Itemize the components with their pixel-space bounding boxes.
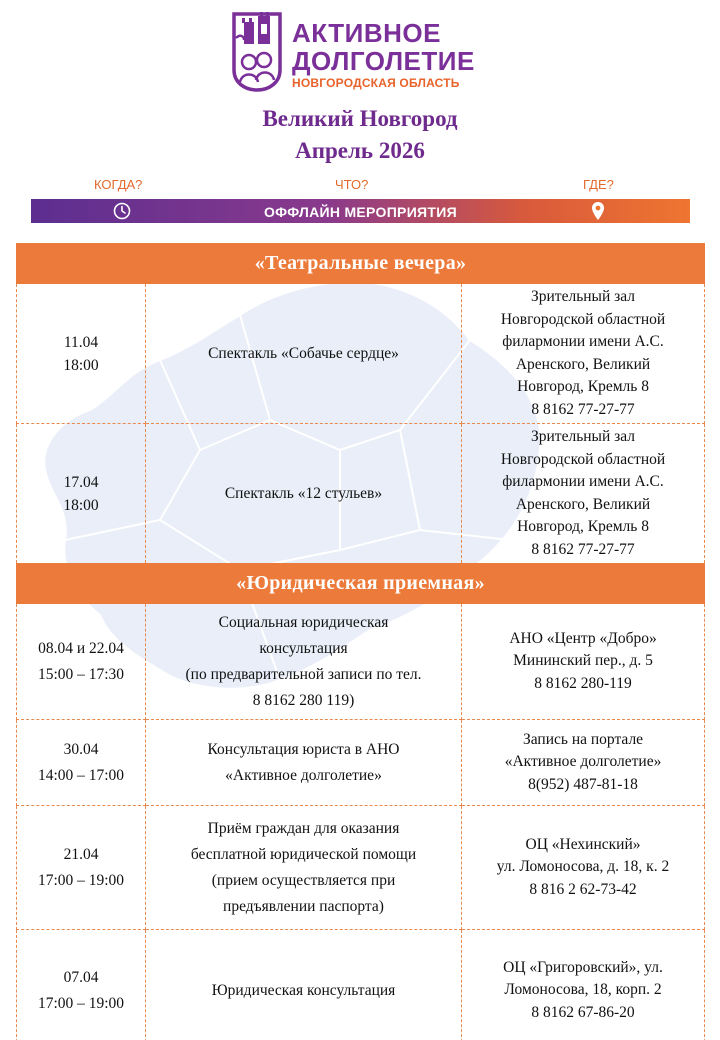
event-cell xyxy=(146,424,462,564)
event-title: бесплатной юридической помощи xyxy=(190,845,417,863)
place-cell xyxy=(462,720,705,806)
event-cell xyxy=(146,930,462,1040)
table-row xyxy=(17,284,705,424)
date-cell xyxy=(17,806,146,930)
event-note: предъявлении паспорта) xyxy=(223,897,384,915)
place-line: Запись на портале xyxy=(522,730,644,748)
event-title: Юридическая консультация xyxy=(211,982,396,999)
date-cell xyxy=(17,604,146,720)
event-title: Спектакль «Собачье сердце» xyxy=(208,345,399,362)
table-row xyxy=(17,720,705,806)
band-title: ОФФЛАЙН МЕРОПРИЯТИЯ xyxy=(263,204,457,220)
city-title: Великий Новгород xyxy=(262,106,458,131)
date-cell xyxy=(17,284,146,424)
table-row xyxy=(17,604,705,720)
date-cell xyxy=(17,720,146,806)
event-title: «Активное долголетие» xyxy=(225,766,382,784)
place-line: филармонии имени А.С. xyxy=(502,333,664,350)
place-line: Ломоносова, 18, корп. 2 xyxy=(504,981,662,999)
table-row xyxy=(17,806,705,930)
place-phone: 8 8162 77-27-77 xyxy=(531,400,635,418)
place-line: Новгород, Кремль 8 xyxy=(517,518,649,535)
event-date: 17.04 xyxy=(63,473,99,491)
event-title: Консультация юриста в АНО xyxy=(207,740,400,758)
event-date: 21.04 xyxy=(63,845,99,863)
place-line: ул. Ломоносова, д. 18, к. 2 xyxy=(496,858,670,876)
location-pin-icon xyxy=(591,201,605,221)
event-note: (по предварительной записи по тел. xyxy=(185,665,422,683)
where-label: ГДЕ? xyxy=(583,177,614,192)
event-cell xyxy=(146,284,462,424)
place-line: АНО «Центр «Добро» xyxy=(509,629,657,647)
section-header-row xyxy=(17,244,705,284)
section-header-row xyxy=(17,564,705,604)
place-line: Аренского, Великий xyxy=(515,355,651,373)
event-time: 17:00 – 19:00 xyxy=(37,994,125,1012)
offline-events-band xyxy=(31,199,690,223)
event-title: Спектакль «12 стульев» xyxy=(224,485,383,502)
event-date: 30.04 xyxy=(63,740,99,758)
place-line: ОЦ «Нехинский» xyxy=(525,835,641,853)
place-line: Новгород, Кремль 8 xyxy=(517,378,649,395)
when-label: КОГДА? xyxy=(94,177,143,192)
event-time: 15:00 – 17:30 xyxy=(37,665,125,683)
place-cell xyxy=(462,806,705,930)
place-phone: 8 8162 67-86-20 xyxy=(531,1003,635,1021)
place-phone: 8 816 2 62-73-42 xyxy=(529,880,637,898)
section-title-legal: «Юридическая приемная» xyxy=(17,564,705,604)
place-phone: 8 8162 77-27-77 xyxy=(531,540,635,558)
event-date: 08.04 и 22.04 xyxy=(38,639,124,657)
place-cell xyxy=(462,604,705,720)
what-label: ЧТО? xyxy=(335,177,369,192)
place-line: «Активное долголетие» xyxy=(504,753,662,771)
event-cell xyxy=(146,720,462,806)
event-time: 17:00 – 19:00 xyxy=(37,871,125,889)
event-time: 14:00 – 17:00 xyxy=(37,766,125,784)
date-cell xyxy=(17,424,146,564)
place-phone: 8 8162 280-119 xyxy=(534,674,632,692)
logo-line-3: НОВГОРОДСКАЯ ОБЛАСТЬ xyxy=(292,76,460,90)
place-line: Аренского, Великий xyxy=(515,495,651,513)
section-title-theatre: «Театральные вечера» xyxy=(17,244,705,284)
event-title: Приём граждан для оказания xyxy=(207,819,400,837)
event-time: 18:00 xyxy=(63,356,99,374)
event-title: консультация xyxy=(259,639,348,657)
table-row xyxy=(17,930,705,1040)
event-date: 07.04 xyxy=(63,968,99,986)
place-line: ОЦ «Григоровский», ул. xyxy=(503,958,663,976)
event-note: (прием осуществляется при xyxy=(211,871,396,889)
kremlin-elders-emblem-icon xyxy=(230,10,284,92)
place-line: Мининский пер., д. 5 xyxy=(513,652,653,670)
place-cell xyxy=(462,930,705,1040)
event-cell xyxy=(146,806,462,930)
logo-line-2: ДОЛГОЛЕТИЕ xyxy=(292,46,475,76)
place-line: Новгородской областной xyxy=(500,450,666,468)
events-schedule-table xyxy=(16,243,705,1040)
table-row xyxy=(17,424,705,564)
date-cell xyxy=(17,930,146,1040)
place-line: Зрительный зал xyxy=(531,428,636,445)
event-time: 18:00 xyxy=(63,496,99,514)
event-date: 11.04 xyxy=(63,333,99,351)
brand-logo xyxy=(230,10,500,94)
event-cell xyxy=(146,604,462,720)
place-line: Новгородской областной xyxy=(500,310,666,328)
event-title: Социальная юридическая xyxy=(218,613,389,631)
place-line: филармонии имени А.С. xyxy=(502,473,664,490)
month-title: Апрель 2026 xyxy=(295,138,425,163)
logo-line-1: АКТИВНОЕ xyxy=(292,18,441,48)
place-phone: 8(952) 487-81-18 xyxy=(528,775,638,793)
place-cell xyxy=(462,284,705,424)
place-line: Зрительный зал xyxy=(531,288,636,305)
place-cell xyxy=(462,424,705,564)
event-note: 8 8162 280 119) xyxy=(252,691,355,709)
